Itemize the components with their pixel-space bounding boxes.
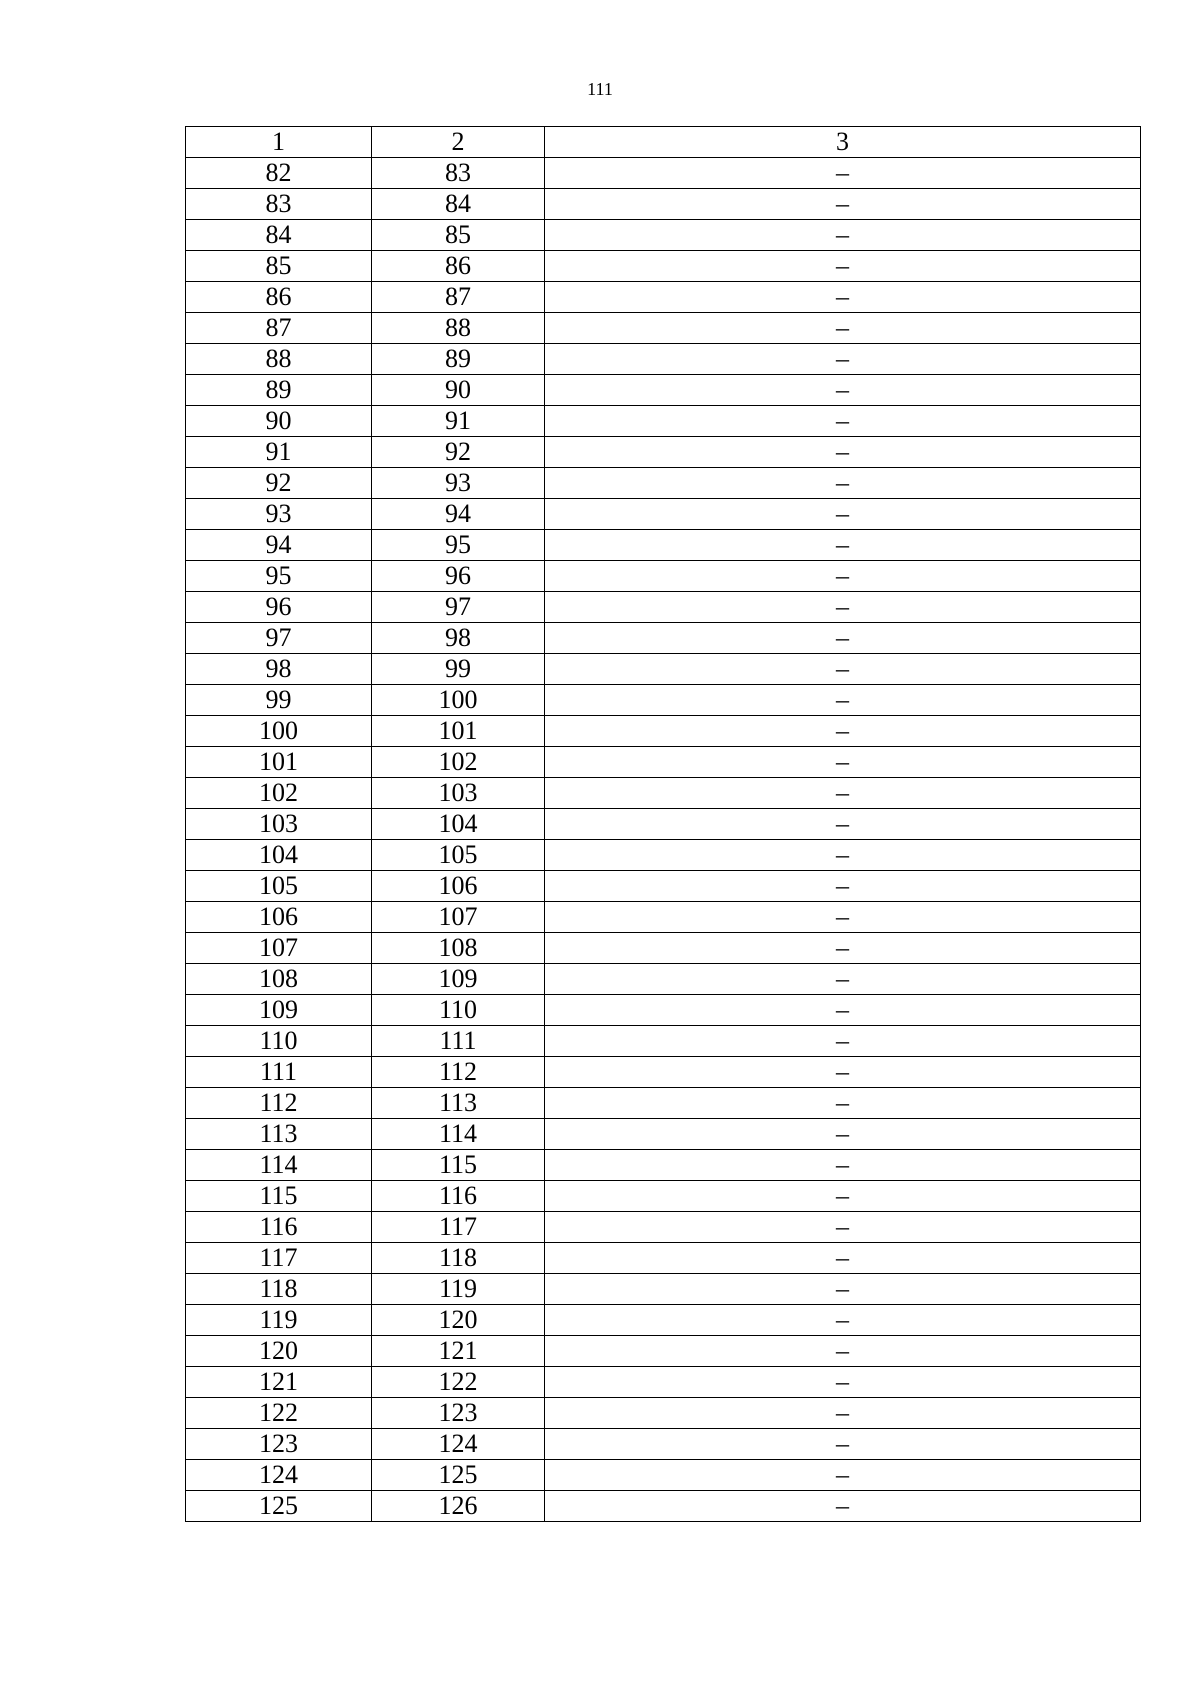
table-cell-col-1: 114 [186, 1150, 372, 1181]
table-cell-col-3: – [545, 871, 1141, 902]
table-cell-col-1: 84 [186, 220, 372, 251]
table-cell-col-3: – [545, 437, 1141, 468]
table-row [186, 1336, 1141, 1367]
table-row [186, 902, 1141, 933]
table-row [186, 1491, 1141, 1522]
table-cell-col-1: 106 [186, 902, 372, 933]
table-cell-col-1: 95 [186, 561, 372, 592]
table-cell-col-1: 88 [186, 344, 372, 375]
table-cell-col-3: – [545, 654, 1141, 685]
table-cell-col-3: – [545, 158, 1141, 189]
table-cell-col-1: 115 [186, 1181, 372, 1212]
table-cell-col-3: – [545, 1119, 1141, 1150]
column-header-3: 3 [545, 127, 1141, 158]
table-cell-col-1: 105 [186, 871, 372, 902]
table-row [186, 1181, 1141, 1212]
table-cell-col-3: – [545, 1305, 1141, 1336]
table-cell-col-2: 126 [372, 1491, 545, 1522]
table-row [186, 716, 1141, 747]
table-row [186, 1212, 1141, 1243]
table-cell-col-2: 88 [372, 313, 545, 344]
table-row [186, 1243, 1141, 1274]
table-row [186, 251, 1141, 282]
table-cell-col-3: – [545, 592, 1141, 623]
table-cell-col-2: 119 [372, 1274, 545, 1305]
table-cell-col-3: – [545, 251, 1141, 282]
table-cell-col-3: – [545, 1057, 1141, 1088]
table-cell-col-3: – [545, 344, 1141, 375]
table-cell-col-1: 99 [186, 685, 372, 716]
table-cell-col-3: – [545, 1274, 1141, 1305]
table-row [186, 654, 1141, 685]
table-cell-col-1: 113 [186, 1119, 372, 1150]
table-row [186, 778, 1141, 809]
table-cell-col-1: 103 [186, 809, 372, 840]
table-cell-col-1: 97 [186, 623, 372, 654]
table-cell-col-3: – [545, 1181, 1141, 1212]
table-cell-col-3: – [545, 747, 1141, 778]
table-cell-col-2: 124 [372, 1429, 545, 1460]
table-row [186, 282, 1141, 313]
table-cell-col-3: – [545, 375, 1141, 406]
table-cell-col-3: – [545, 623, 1141, 654]
table-cell-col-2: 93 [372, 468, 545, 499]
table-cell-col-3: – [545, 282, 1141, 313]
table-cell-col-3: – [545, 1491, 1141, 1522]
table-cell-col-2: 114 [372, 1119, 545, 1150]
table-cell-col-3: – [545, 189, 1141, 220]
table-cell-col-3: – [545, 1460, 1141, 1491]
table-cell-col-2: 103 [372, 778, 545, 809]
table-row [186, 1367, 1141, 1398]
table-cell-col-1: 120 [186, 1336, 372, 1367]
table-cell-col-2: 106 [372, 871, 545, 902]
table-row [186, 1429, 1141, 1460]
table-cell-col-1: 108 [186, 964, 372, 995]
table-row [186, 964, 1141, 995]
table-cell-col-3: – [545, 1367, 1141, 1398]
table-cell-col-1: 93 [186, 499, 372, 530]
table-row [186, 1398, 1141, 1429]
table-row [186, 1460, 1141, 1491]
table-cell-col-2: 111 [372, 1026, 545, 1057]
table-header [186, 127, 1141, 158]
table-cell-col-1: 91 [186, 437, 372, 468]
table-cell-col-2: 90 [372, 375, 545, 406]
table-cell-col-1: 122 [186, 1398, 372, 1429]
table-cell-col-2: 97 [372, 592, 545, 623]
table-cell-col-3: – [545, 933, 1141, 964]
table-cell-col-3: – [545, 964, 1141, 995]
table-cell-col-2: 120 [372, 1305, 545, 1336]
table-row [186, 1150, 1141, 1181]
table-row [186, 1088, 1141, 1119]
table-cell-col-3: – [545, 685, 1141, 716]
table-cell-col-3: – [545, 1088, 1141, 1119]
table-cell-col-1: 87 [186, 313, 372, 344]
table-cell-col-2: 96 [372, 561, 545, 592]
table-cell-col-3: – [545, 902, 1141, 933]
table-cell-col-1: 109 [186, 995, 372, 1026]
table-cell-col-1: 110 [186, 1026, 372, 1057]
table-cell-col-2: 101 [372, 716, 545, 747]
table-cell-col-1: 112 [186, 1088, 372, 1119]
table-cell-col-1: 96 [186, 592, 372, 623]
table-cell-col-2: 85 [372, 220, 545, 251]
table-cell-col-1: 90 [186, 406, 372, 437]
column-header-1: 1 [186, 127, 372, 158]
table-cell-col-2: 107 [372, 902, 545, 933]
column-header-2: 2 [372, 127, 545, 158]
table-cell-col-2: 115 [372, 1150, 545, 1181]
table-cell-col-2: 121 [372, 1336, 545, 1367]
table-cell-col-2: 98 [372, 623, 545, 654]
table-cell-col-2: 87 [372, 282, 545, 313]
table-cell-col-2: 86 [372, 251, 545, 282]
table-row [186, 158, 1141, 189]
table-cell-col-3: – [545, 995, 1141, 1026]
table-cell-col-1: 116 [186, 1212, 372, 1243]
table-cell-col-2: 116 [372, 1181, 545, 1212]
table-cell-col-2: 104 [372, 809, 545, 840]
table-cell-col-2: 102 [372, 747, 545, 778]
table-row [186, 1119, 1141, 1150]
table-row [186, 995, 1141, 1026]
table-cell-col-1: 101 [186, 747, 372, 778]
table-cell-col-1: 85 [186, 251, 372, 282]
table-cell-col-2: 117 [372, 1212, 545, 1243]
table-cell-col-1: 125 [186, 1491, 372, 1522]
table-cell-col-3: – [545, 1429, 1141, 1460]
table-row [186, 1305, 1141, 1336]
table-cell-col-3: – [545, 406, 1141, 437]
table-cell-col-3: – [545, 1243, 1141, 1274]
table-cell-col-3: – [545, 468, 1141, 499]
data-table [185, 126, 1141, 1522]
table-cell-col-2: 83 [372, 158, 545, 189]
table-row [186, 468, 1141, 499]
table-cell-col-2: 89 [372, 344, 545, 375]
table-cell-col-2: 105 [372, 840, 545, 871]
table-cell-col-1: 104 [186, 840, 372, 871]
table-cell-col-1: 83 [186, 189, 372, 220]
table-cell-col-2: 99 [372, 654, 545, 685]
table-cell-col-1: 107 [186, 933, 372, 964]
table-cell-col-3: – [545, 1398, 1141, 1429]
table-row [186, 685, 1141, 716]
table-cell-col-3: – [545, 778, 1141, 809]
table-cell-col-2: 95 [372, 530, 545, 561]
table-cell-col-1: 89 [186, 375, 372, 406]
table-cell-col-1: 123 [186, 1429, 372, 1460]
table-cell-col-1: 98 [186, 654, 372, 685]
table-row [186, 561, 1141, 592]
table-cell-col-2: 100 [372, 685, 545, 716]
table-row [186, 747, 1141, 778]
table-row [186, 1274, 1141, 1305]
table-cell-col-3: – [545, 220, 1141, 251]
table-row [186, 623, 1141, 654]
table-cell-col-1: 102 [186, 778, 372, 809]
table-cell-col-2: 122 [372, 1367, 545, 1398]
table-row [186, 840, 1141, 871]
table-row [186, 437, 1141, 468]
table-cell-col-2: 123 [372, 1398, 545, 1429]
table-cell-col-2: 112 [372, 1057, 545, 1088]
table-row [186, 1026, 1141, 1057]
table-cell-col-2: 108 [372, 933, 545, 964]
table-cell-col-3: – [545, 1150, 1141, 1181]
table-cell-col-2: 92 [372, 437, 545, 468]
table-cell-col-3: – [545, 809, 1141, 840]
table-row [186, 499, 1141, 530]
table-cell-col-3: – [545, 561, 1141, 592]
table-body [186, 158, 1141, 1522]
table-cell-col-3: – [545, 530, 1141, 561]
table-cell-col-2: 94 [372, 499, 545, 530]
table-row [186, 189, 1141, 220]
table-row [186, 313, 1141, 344]
page-number: 111 [587, 79, 613, 99]
table-cell-col-1: 119 [186, 1305, 372, 1336]
table-cell-col-3: – [545, 499, 1141, 530]
table-cell-col-2: 118 [372, 1243, 545, 1274]
table-cell-col-1: 121 [186, 1367, 372, 1398]
table-cell-col-1: 82 [186, 158, 372, 189]
table-row [186, 592, 1141, 623]
table-cell-col-3: – [545, 1026, 1141, 1057]
table-cell-col-1: 86 [186, 282, 372, 313]
table-row [186, 809, 1141, 840]
header-row [186, 127, 1141, 158]
table-cell-col-1: 94 [186, 530, 372, 561]
table-cell-col-1: 111 [186, 1057, 372, 1088]
table-cell-col-1: 100 [186, 716, 372, 747]
table-cell-col-2: 109 [372, 964, 545, 995]
table-cell-col-2: 91 [372, 406, 545, 437]
table-row [186, 375, 1141, 406]
table-cell-col-1: 92 [186, 468, 372, 499]
table-cell-col-3: – [545, 1336, 1141, 1367]
table-cell-col-1: 124 [186, 1460, 372, 1491]
table-row [186, 933, 1141, 964]
table-row [186, 220, 1141, 251]
table-row [186, 1057, 1141, 1088]
table-cell-col-2: 110 [372, 995, 545, 1026]
table-cell-col-2: 125 [372, 1460, 545, 1491]
table-row [186, 344, 1141, 375]
table-cell-col-3: – [545, 840, 1141, 871]
table-row [186, 871, 1141, 902]
table-cell-col-1: 118 [186, 1274, 372, 1305]
table-cell-col-2: 84 [372, 189, 545, 220]
table-row [186, 530, 1141, 561]
table-cell-col-1: 117 [186, 1243, 372, 1274]
table-cell-col-3: – [545, 1212, 1141, 1243]
table-row [186, 406, 1141, 437]
table-cell-col-3: – [545, 716, 1141, 747]
table-cell-col-3: – [545, 313, 1141, 344]
table-cell-col-2: 113 [372, 1088, 545, 1119]
